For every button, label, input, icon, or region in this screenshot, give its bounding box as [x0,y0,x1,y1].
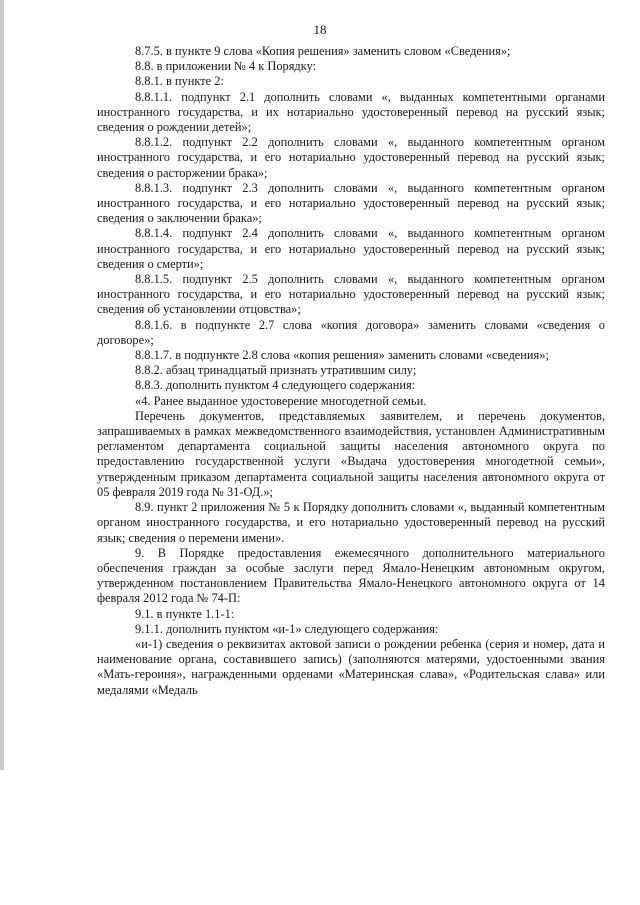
blank-bottom-margin [0,770,640,905]
paragraph: 8.8.1. в пункте 2: [135,74,224,89]
paragraph: 8.8.1.4. подпункт 2.4 дополнить словами «, выданного компетентным органом иностранного государства, и его нотариально удостоверенный перевод на русский язык; сведения о смерти»; [97,226,605,271]
paragraph: 8.8.1.7. в подпункте 2.8 слова «копия решения» заменить словами «сведения»; [135,348,549,363]
paragraph: 8.8.1.1. подпункт 2.1 дополнить словами «, выданных компетентными органами иностранного государства, и их нотариально удостоверенный перевод на русский язык; сведения о рождении детей»; [97,89,605,135]
paragraph: 9. В Порядке предоставления ежемесячного дополнительного материального обеспечения граждан за особые заслуги перед Ямало-Ненецким автономным округом, утвержденном постановлением Правительства Ямало-Ненецкого автономного округа от 14 февраля 2012 года № 74-П: [97,545,605,606]
paragraph: 8.8.2. абзац тринадцатый признать утратившим силу; [135,363,417,378]
paragraph: 8.7.5. в пункте 9 слова «Копия решения» заменить словом «Сведения»; [135,44,511,58]
paragraph: Перечень документов, представляемых заявителем, и перечень документов, запрашиваемых в рамках межведомственного взаимодействия, установлен Административным регламентом департамента социальной защиты населения автономного округа по предоставлению государственной услуги «Выдача удостоверения многодетной семьи», утвержденным приказом департамента социальной защиты населения автономного округа от 05 февраля 2019 года № 31-ОД.»; [97,408,605,499]
paragraph: «и-1) сведения о реквизитах актовой записи о рождении ребенка (серия и номер, дата и наименование органа, составившего запись) (заполняются матерями, удостоенными звания «Мать-героиня», награжденными орденами «Материнская слава», «Родительская слава» или медалями «Медаль [97,636,605,697]
paragraph: 8.8.1.5. подпункт 2.5 дополнить словами «, выданного компетентным органом иностранного государства, и его нотариально удостоверенный перевод на русский язык; сведения об установлении отцовства»; [97,272,605,317]
document-body [97,44,605,698]
page-edge-shadow [0,0,4,770]
paragraph: 9.1. в пункте 1.1-1: [135,606,235,621]
paragraph: 8.8.1.6. в подпункте 2.7 слова «копия договора» заменить словами «сведения о договоре»; [97,317,605,347]
paragraph: «4. Ранее выданное удостоверение многодетной семьи. [135,393,427,408]
paragraph: 8.8. в приложении № 4 к Порядку: [135,59,317,74]
paragraph: 8.8.3. дополнить пунктом 4 следующего содержания: [135,378,416,393]
paragraph: 8.9. пункт 2 приложения № 5 к Порядку дополнить словами «, выданный компетентным органом иностранного государства, и его нотариально удостоверенный перевод на русский язык; сведения о перемени имени». [97,500,605,545]
page-number: 18 [313,22,327,37]
paragraph: 8.8.1.2. подпункт 2.2 дополнить словами «, выданного компетентным органом иностранного государства, и его нотариально удостоверенный перевод на русский язык; сведения о расторжении брака»; [97,135,605,180]
paragraph: 8.8.1.3. подпункт 2.3 дополнить словами «, выданного компетентным органом иностранного государства, и его нотариально удостоверенный перевод на русский язык; сведения о заключении брака»; [97,180,605,226]
paragraph: 9.1.1. дополнить пунктом «и-1» следующего содержания: [135,621,439,636]
